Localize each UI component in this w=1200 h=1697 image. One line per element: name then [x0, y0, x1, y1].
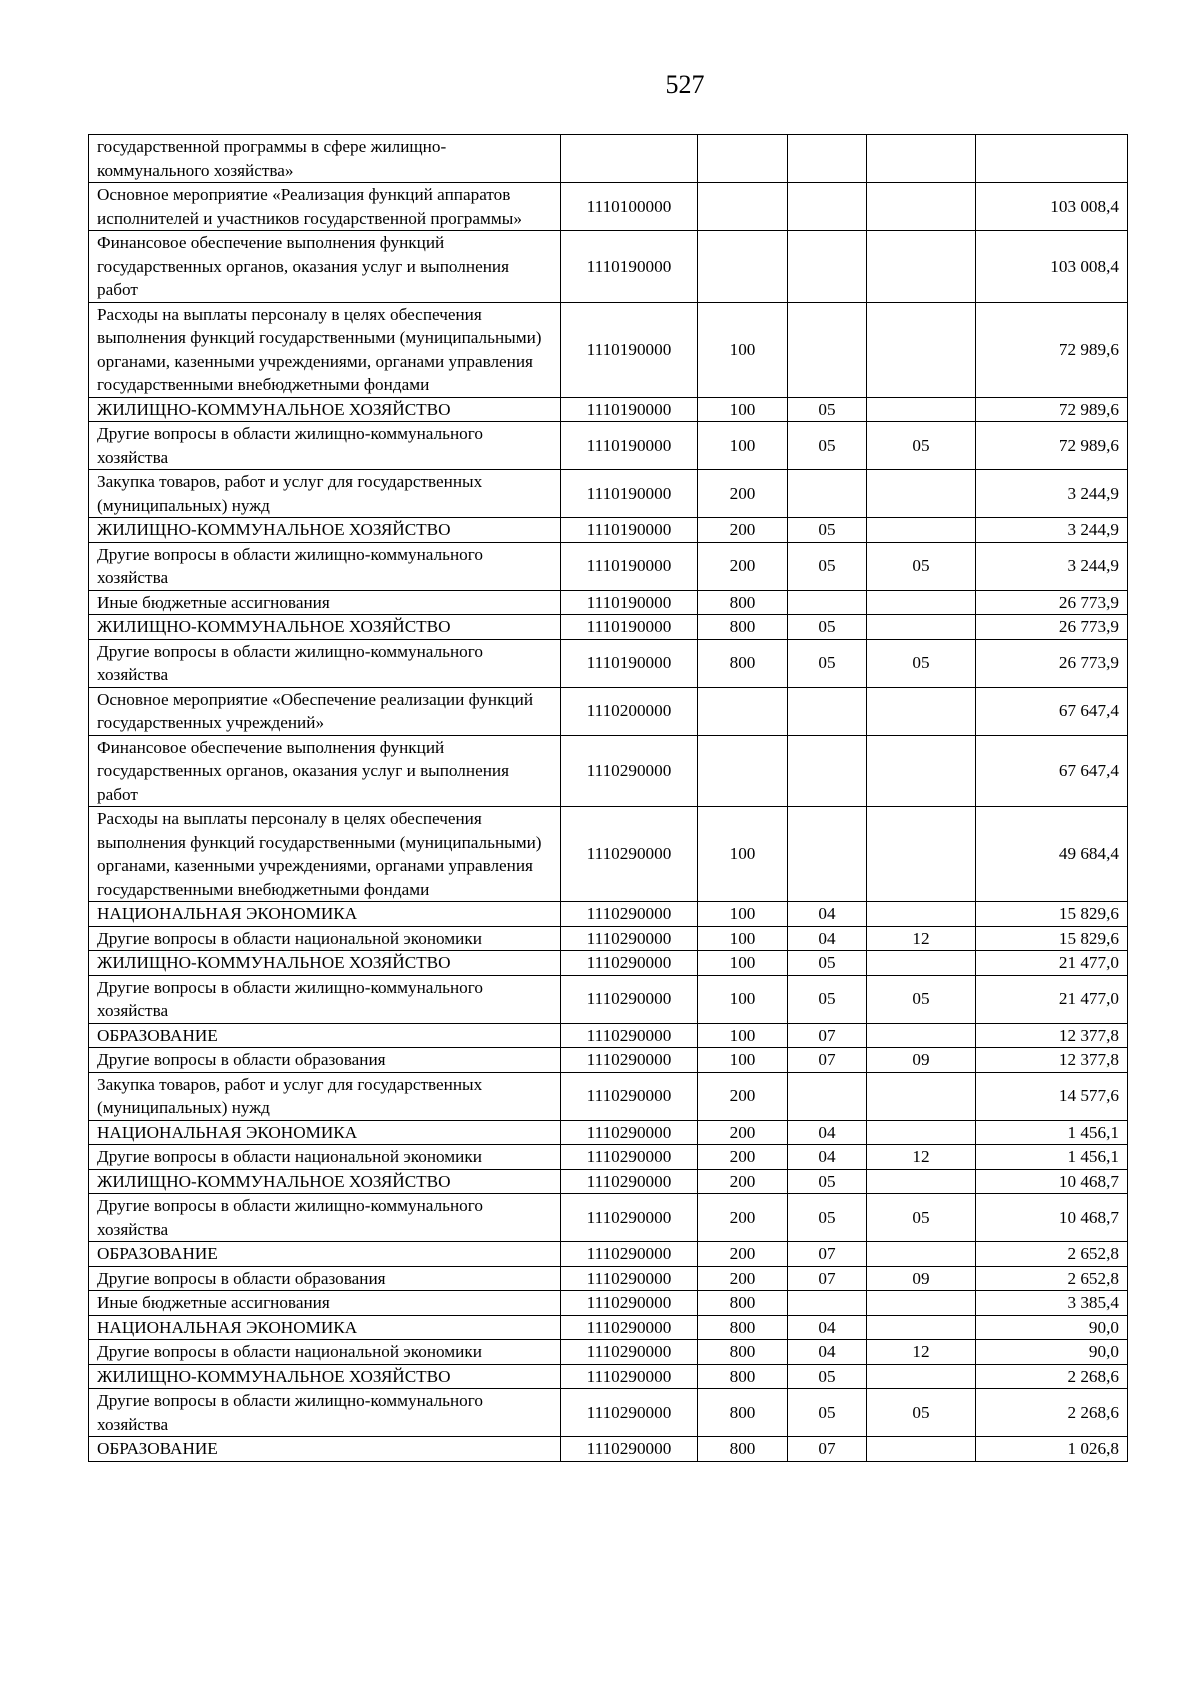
expense-type-cell: 800: [698, 1340, 788, 1365]
expense-type-cell: 200: [698, 470, 788, 518]
expense-type-cell: 100: [698, 422, 788, 470]
table-row: [89, 1194, 1128, 1242]
subsection-cell: [867, 302, 976, 397]
target-article-cell: 1110290000: [561, 902, 698, 927]
section-cell: 05: [788, 1389, 867, 1437]
subsection-cell: [867, 615, 976, 640]
amount-cell: 3 244,9: [976, 518, 1128, 543]
subsection-cell: [867, 135, 976, 183]
row-name-cell: Другие вопросы в области жилищно-коммунального хозяйства: [89, 422, 561, 470]
amount-cell: 26 773,9: [976, 590, 1128, 615]
expense-type-cell: [698, 735, 788, 807]
section-cell: [788, 807, 867, 902]
section-cell: 05: [788, 951, 867, 976]
amount-cell: 103 008,4: [976, 231, 1128, 303]
subsection-cell: [867, 687, 976, 735]
row-name-cell: Финансовое обеспечение выполнения функций государственных органов, оказания услуг и выполнения работ: [89, 735, 561, 807]
table-row: [89, 1145, 1128, 1170]
amount-cell: 2 268,6: [976, 1364, 1128, 1389]
expense-type-cell: 100: [698, 1023, 788, 1048]
target-article-cell: 1110190000: [561, 542, 698, 590]
amount-cell: 2 652,8: [976, 1242, 1128, 1267]
section-cell: 05: [788, 639, 867, 687]
expense-type-cell: 200: [698, 518, 788, 543]
target-article-cell: 1110290000: [561, 1242, 698, 1267]
table-row: [89, 951, 1128, 976]
section-cell: 05: [788, 1169, 867, 1194]
expense-type-cell: [698, 687, 788, 735]
amount-cell: 14 577,6: [976, 1072, 1128, 1120]
section-cell: 04: [788, 1315, 867, 1340]
target-article-cell: 1110190000: [561, 615, 698, 640]
subsection-cell: [867, 397, 976, 422]
row-name-cell: Закупка товаров, работ и услуг для государственных (муниципальных) нужд: [89, 1072, 561, 1120]
budget-table-body: [89, 135, 1128, 1462]
table-row: [89, 542, 1128, 590]
expense-type-cell: 200: [698, 1169, 788, 1194]
amount-cell: 67 647,4: [976, 687, 1128, 735]
section-cell: [788, 470, 867, 518]
subsection-cell: 12: [867, 1340, 976, 1365]
row-name-cell: государственной программы в сфере жилищно-коммунального хозяйства»: [89, 135, 561, 183]
amount-cell: 21 477,0: [976, 975, 1128, 1023]
subsection-cell: [867, 1437, 976, 1462]
section-cell: [788, 1291, 867, 1316]
section-cell: 07: [788, 1266, 867, 1291]
subsection-cell: [867, 1072, 976, 1120]
target-article-cell: 1110290000: [561, 1169, 698, 1194]
table-row: [89, 1048, 1128, 1073]
expense-type-cell: 200: [698, 1072, 788, 1120]
amount-cell: [976, 135, 1128, 183]
subsection-cell: [867, 1291, 976, 1316]
expense-type-cell: 200: [698, 1120, 788, 1145]
subsection-cell: 09: [867, 1048, 976, 1073]
subsection-cell: [867, 1120, 976, 1145]
subsection-cell: [867, 1242, 976, 1267]
table-row: [89, 1291, 1128, 1316]
subsection-cell: 05: [867, 639, 976, 687]
expense-type-cell: 100: [698, 951, 788, 976]
row-name-cell: Другие вопросы в области жилищно-коммунального хозяйства: [89, 542, 561, 590]
expense-type-cell: [698, 135, 788, 183]
target-article-cell: 1110290000: [561, 951, 698, 976]
row-name-cell: НАЦИОНАЛЬНАЯ ЭКОНОМИКА: [89, 1315, 561, 1340]
subsection-cell: [867, 183, 976, 231]
subsection-cell: [867, 231, 976, 303]
section-cell: [788, 687, 867, 735]
target-article-cell: 1110290000: [561, 1072, 698, 1120]
subsection-cell: [867, 1315, 976, 1340]
expense-type-cell: 100: [698, 975, 788, 1023]
expense-type-cell: 800: [698, 1291, 788, 1316]
section-cell: [788, 135, 867, 183]
expense-type-cell: 200: [698, 542, 788, 590]
section-cell: [788, 231, 867, 303]
section-cell: [788, 735, 867, 807]
table-row: [89, 422, 1128, 470]
target-article-cell: 1110290000: [561, 1120, 698, 1145]
row-name-cell: ЖИЛИЩНО-КОММУНАЛЬНОЕ ХОЗЯЙСТВО: [89, 518, 561, 543]
row-name-cell: Другие вопросы в области национальной экономики: [89, 1340, 561, 1365]
section-cell: 05: [788, 542, 867, 590]
row-name-cell: Другие вопросы в области жилищно-коммунального хозяйства: [89, 975, 561, 1023]
target-article-cell: 1110290000: [561, 807, 698, 902]
target-article-cell: 1110290000: [561, 1266, 698, 1291]
amount-cell: 103 008,4: [976, 183, 1128, 231]
target-article-cell: 1110290000: [561, 1389, 698, 1437]
section-cell: 05: [788, 518, 867, 543]
target-article-cell: 1110190000: [561, 470, 698, 518]
target-article-cell: 1110290000: [561, 1437, 698, 1462]
section-cell: 05: [788, 397, 867, 422]
section-cell: 05: [788, 1364, 867, 1389]
row-name-cell: ЖИЛИЩНО-КОММУНАЛЬНОЕ ХОЗЯЙСТВО: [89, 951, 561, 976]
amount-cell: 72 989,6: [976, 302, 1128, 397]
row-name-cell: ЖИЛИЩНО-КОММУНАЛЬНОЕ ХОЗЯЙСТВО: [89, 615, 561, 640]
table-row: [89, 1340, 1128, 1365]
amount-cell: 15 829,6: [976, 902, 1128, 927]
target-article-cell: 1110190000: [561, 302, 698, 397]
subsection-cell: 05: [867, 1389, 976, 1437]
subsection-cell: [867, 1169, 976, 1194]
section-cell: [788, 183, 867, 231]
table-row: [89, 926, 1128, 951]
target-article-cell: 1110290000: [561, 1340, 698, 1365]
amount-cell: 72 989,6: [976, 422, 1128, 470]
target-article-cell: 1110290000: [561, 1291, 698, 1316]
expense-type-cell: 800: [698, 1389, 788, 1437]
row-name-cell: ОБРАЗОВАНИЕ: [89, 1437, 561, 1462]
expense-type-cell: 200: [698, 1242, 788, 1267]
expense-type-cell: [698, 231, 788, 303]
target-article-cell: 1110290000: [561, 1364, 698, 1389]
row-name-cell: Основное мероприятие «Обеспечение реализации функций государственных учреждений»: [89, 687, 561, 735]
row-name-cell: Финансовое обеспечение выполнения функций государственных органов, оказания услуг и выполнения работ: [89, 231, 561, 303]
budget-table: [88, 134, 1128, 1462]
amount-cell: 15 829,6: [976, 926, 1128, 951]
target-article-cell: 1110290000: [561, 1048, 698, 1073]
expense-type-cell: 100: [698, 902, 788, 927]
table-row: [89, 902, 1128, 927]
target-article-cell: 1110190000: [561, 590, 698, 615]
subsection-cell: 05: [867, 975, 976, 1023]
table-row: [89, 1072, 1128, 1120]
row-name-cell: Основное мероприятие «Реализация функций аппаратов исполнителей и участников государственной программы»: [89, 183, 561, 231]
table-row: [89, 302, 1128, 397]
amount-cell: 67 647,4: [976, 735, 1128, 807]
amount-cell: 2 652,8: [976, 1266, 1128, 1291]
expense-type-cell: 800: [698, 1364, 788, 1389]
subsection-cell: [867, 735, 976, 807]
expense-type-cell: 100: [698, 807, 788, 902]
table-row: [89, 518, 1128, 543]
target-article-cell: 1110190000: [561, 231, 698, 303]
expense-type-cell: 200: [698, 1194, 788, 1242]
table-row: [89, 1266, 1128, 1291]
amount-cell: 90,0: [976, 1315, 1128, 1340]
target-article-cell: 1110290000: [561, 1145, 698, 1170]
expense-type-cell: 800: [698, 639, 788, 687]
row-name-cell: Иные бюджетные ассигнования: [89, 1291, 561, 1316]
expense-type-cell: 800: [698, 615, 788, 640]
section-cell: 07: [788, 1023, 867, 1048]
table-row: [89, 590, 1128, 615]
target-article-cell: 1110290000: [561, 1315, 698, 1340]
target-article-cell: 1110190000: [561, 518, 698, 543]
table-row: [89, 135, 1128, 183]
amount-cell: 3 244,9: [976, 542, 1128, 590]
subsection-cell: 12: [867, 1145, 976, 1170]
amount-cell: 72 989,6: [976, 397, 1128, 422]
table-row: [89, 231, 1128, 303]
target-article-cell: 1110290000: [561, 1194, 698, 1242]
row-name-cell: НАЦИОНАЛЬНАЯ ЭКОНОМИКА: [89, 1120, 561, 1145]
amount-cell: 26 773,9: [976, 639, 1128, 687]
row-name-cell: Закупка товаров, работ и услуг для государственных (муниципальных) нужд: [89, 470, 561, 518]
amount-cell: 3 244,9: [976, 470, 1128, 518]
expense-type-cell: 100: [698, 302, 788, 397]
row-name-cell: Другие вопросы в области национальной экономики: [89, 926, 561, 951]
target-article-cell: 1110190000: [561, 639, 698, 687]
subsection-cell: 12: [867, 926, 976, 951]
section-cell: 05: [788, 975, 867, 1023]
section-cell: 07: [788, 1048, 867, 1073]
row-name-cell: Другие вопросы в области образования: [89, 1266, 561, 1291]
subsection-cell: 05: [867, 422, 976, 470]
subsection-cell: [867, 590, 976, 615]
table-row: [89, 1120, 1128, 1145]
page-number: 527: [665, 70, 705, 99]
table-row: [89, 615, 1128, 640]
table-row: [89, 735, 1128, 807]
table-row: [89, 1169, 1128, 1194]
table-row: [89, 1389, 1128, 1437]
table-row: [89, 1023, 1128, 1048]
row-name-cell: Другие вопросы в области образования: [89, 1048, 561, 1073]
section-cell: 04: [788, 926, 867, 951]
section-cell: 04: [788, 1340, 867, 1365]
target-article-cell: 1110200000: [561, 687, 698, 735]
table-row: [89, 975, 1128, 1023]
section-cell: [788, 302, 867, 397]
table-row: [89, 807, 1128, 902]
amount-cell: 12 377,8: [976, 1023, 1128, 1048]
expense-type-cell: 100: [698, 1048, 788, 1073]
section-cell: 04: [788, 1145, 867, 1170]
subsection-cell: 09: [867, 1266, 976, 1291]
subsection-cell: [867, 902, 976, 927]
section-cell: [788, 590, 867, 615]
subsection-cell: [867, 470, 976, 518]
amount-cell: 10 468,7: [976, 1169, 1128, 1194]
amount-cell: 90,0: [976, 1340, 1128, 1365]
section-cell: 04: [788, 1120, 867, 1145]
section-cell: 05: [788, 615, 867, 640]
row-name-cell: ЖИЛИЩНО-КОММУНАЛЬНОЕ ХОЗЯЙСТВО: [89, 1364, 561, 1389]
amount-cell: 1 456,1: [976, 1120, 1128, 1145]
table-row: [89, 639, 1128, 687]
section-cell: [788, 1072, 867, 1120]
amount-cell: 12 377,8: [976, 1048, 1128, 1073]
expense-type-cell: 800: [698, 590, 788, 615]
amount-cell: 1 026,8: [976, 1437, 1128, 1462]
target-article-cell: 1110290000: [561, 975, 698, 1023]
expense-type-cell: 200: [698, 1145, 788, 1170]
amount-cell: 2 268,6: [976, 1389, 1128, 1437]
expense-type-cell: 100: [698, 926, 788, 951]
amount-cell: 3 385,4: [976, 1291, 1128, 1316]
subsection-cell: [867, 1364, 976, 1389]
row-name-cell: Другие вопросы в области жилищно-коммунального хозяйства: [89, 1389, 561, 1437]
amount-cell: 1 456,1: [976, 1145, 1128, 1170]
amount-cell: 21 477,0: [976, 951, 1128, 976]
row-name-cell: Другие вопросы в области национальной экономики: [89, 1145, 561, 1170]
subsection-cell: [867, 518, 976, 543]
expense-type-cell: 200: [698, 1266, 788, 1291]
row-name-cell: Расходы на выплаты персоналу в целях обеспечения выполнения функций государственными (муниципальными) органами, казенными учреждениями, органами управления государственными внебюджетными фондами: [89, 807, 561, 902]
expense-type-cell: 800: [698, 1315, 788, 1340]
amount-cell: 49 684,4: [976, 807, 1128, 902]
row-name-cell: ЖИЛИЩНО-КОММУНАЛЬНОЕ ХОЗЯЙСТВО: [89, 1169, 561, 1194]
table-row: [89, 687, 1128, 735]
row-name-cell: Иные бюджетные ассигнования: [89, 590, 561, 615]
table-row: [89, 1242, 1128, 1267]
section-cell: 07: [788, 1437, 867, 1462]
amount-cell: 10 468,7: [976, 1194, 1128, 1242]
row-name-cell: Расходы на выплаты персоналу в целях обеспечения выполнения функций государственными (муниципальными) органами, казенными учреждениями, органами управления государственными внебюджетными фондами: [89, 302, 561, 397]
target-article-cell: 1110190000: [561, 422, 698, 470]
subsection-cell: 05: [867, 1194, 976, 1242]
table-row: [89, 1437, 1128, 1462]
table-row: [89, 1315, 1128, 1340]
section-cell: 07: [788, 1242, 867, 1267]
section-cell: 05: [788, 1194, 867, 1242]
subsection-cell: [867, 1023, 976, 1048]
table-row: [89, 397, 1128, 422]
expense-type-cell: [698, 183, 788, 231]
section-cell: 04: [788, 902, 867, 927]
target-article-cell: 1110290000: [561, 735, 698, 807]
row-name-cell: НАЦИОНАЛЬНАЯ ЭКОНОМИКА: [89, 902, 561, 927]
amount-cell: 26 773,9: [976, 615, 1128, 640]
row-name-cell: Другие вопросы в области жилищно-коммунального хозяйства: [89, 639, 561, 687]
expense-type-cell: 800: [698, 1437, 788, 1462]
table-row: [89, 183, 1128, 231]
section-cell: 05: [788, 422, 867, 470]
row-name-cell: ОБРАЗОВАНИЕ: [89, 1242, 561, 1267]
table-row: [89, 470, 1128, 518]
table-row: [89, 1364, 1128, 1389]
subsection-cell: [867, 951, 976, 976]
target-article-cell: 1110290000: [561, 926, 698, 951]
row-name-cell: ОБРАЗОВАНИЕ: [89, 1023, 561, 1048]
subsection-cell: 05: [867, 542, 976, 590]
target-article-cell: 1110290000: [561, 1023, 698, 1048]
target-article-cell: [561, 135, 698, 183]
target-article-cell: 1110190000: [561, 397, 698, 422]
target-article-cell: 1110100000: [561, 183, 698, 231]
subsection-cell: [867, 807, 976, 902]
row-name-cell: Другие вопросы в области жилищно-коммунального хозяйства: [89, 1194, 561, 1242]
expense-type-cell: 100: [698, 397, 788, 422]
row-name-cell: ЖИЛИЩНО-КОММУНАЛЬНОЕ ХОЗЯЙСТВО: [89, 397, 561, 422]
